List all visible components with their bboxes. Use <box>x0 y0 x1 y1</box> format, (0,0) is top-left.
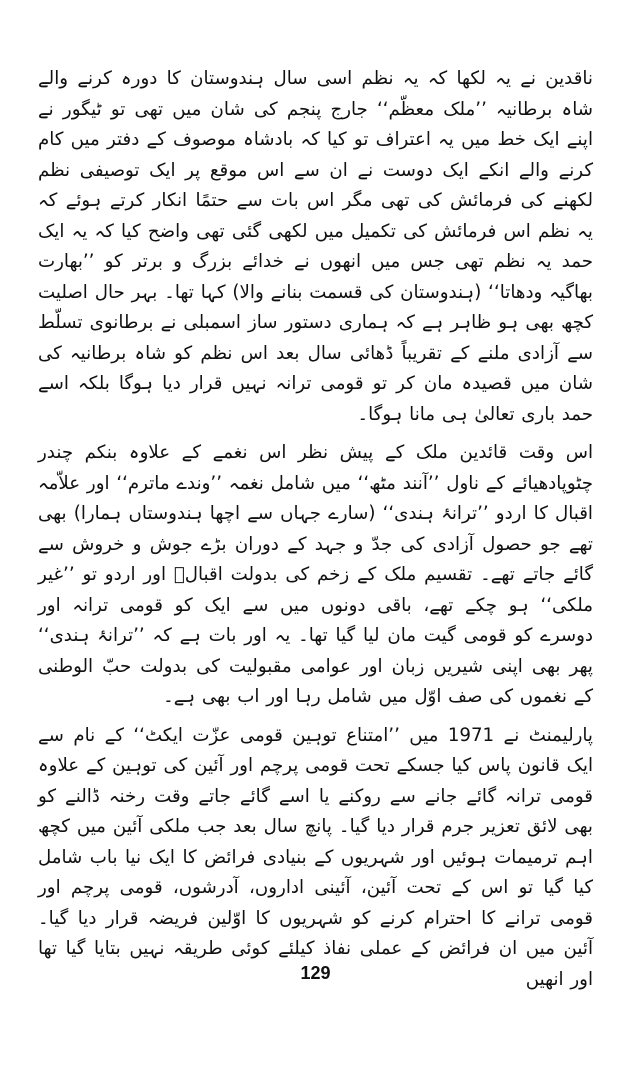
page-body-text <box>38 64 593 995</box>
page-number: 129 <box>300 963 331 983</box>
paragraph-1: ناقدین نے یہ لکھا کہ یہ نظم اسی سال ہندوستان کا دورہ کرنے والے شاہ برطانیہ ’’ملک معظّم‘‘ جارج پنجم کی شان میں تھی تو ٹیگور نے اپنے ایک خط میں یہ اعتراف تو کیا کہ بادشاہ موصوف کے دفتر میں کام کرنے والے انکے ایک دوست نے ان سے اس موقع پر ایک توصیفی نظم لکھنے کی فرمائش کی تھی مگر اس بات سے حتمًا انکار کرتے ہوئے کہ یہ نظم اس فرمائش کی تکمیل میں لکھی گئی تھی واضح کیا کہ یہ ایک حمد یہ نظم تھی جس میں انھوں نے خدائے بزرگ و برتر کو ’’بھارت بھاگیہ ودھاتا‘‘ (ہندوستان کی قسمت بنانے والا) کہا تھا۔ بہر حال اصلیت کچھ بھی ہو ظاہر ہے کہ ہماری دستور ساز اسمبلی نے برطانوی تسلّط سے آزادی ملنے کے تقریباً ڈھائی سال بعد اس نظم کو شاہ برطانیہ کی شان میں قصیدہ مان کر تو قومی ترانہ نہیں قرار دیا ہوگا بلکہ اسے حمد باری تعالیٰ ہی مانا ہوگا۔ <box>38 68 593 425</box>
paragraph-2: اس وقت قائدین ملک کے پیش نظر اس نغمے کے علاوہ بنکم چندر چٹوپادھیائے کے ناول ’’آنند مٹھ‘‘ میں شامل نغمہ ’’وندے ماترم‘‘ اور علاّمہ اقبال کا اردو ’’ترانۂ ہندی‘‘ (سارے جہاں سے اچھا ہندوستاں ہمارا) بھی تھے جو حصول آزادی کی جدّ و جہد کے دوران بڑے جوش و خروش سے گائے جاتے تھے۔ تقسیم ملک کے زخم کی بدولت اقبالؔ اور اردو تو ’’غیر ملکی‘‘ ہو چکے تھے، باقی دونوں میں سے ایک کو قومی ترانہ اور دوسرے کو قومی گیت مان لیا گیا تھا۔ یہ اور بات ہے کہ ’’ترانۂ ہندی‘‘ پھر بھی اپنی شیریں زبان اور عوامی مقبولیت کی بدولت حبّ الوطنی کے نغموں کی صف اوّل میں شامل رہا اور اب بھی ہے۔ <box>38 442 593 707</box>
paragraph-3: پارلیمنٹ نے 1971 میں ’’امتناع توہین قومی عزّت ایکٹ‘‘ کے نام سے ایک قانون پاس کیا جسکے تحت قومی پرچم اور آئین کی توہین کے علاوہ قومی ترانہ گائے جانے سے روکنے یا اسے گائے جاتے وقت رخنہ ڈالنے کو بھی لائق تعزیر جرم قرار دیا گیا۔ پانچ سال بعد جب ملکی آئین میں کچھ اہم ترمیمات ہوئیں اور شہریوں کے بنیادی فرائض کا ایک نیا باب شامل کیا گیا تو اس کے تحت آئین، آئینی اداروں، آدرشوں، قومی پرچم اور قومی ترانے کا احترام کرنے کو شہریوں کا اوّلین فریضہ قرار دیا گیا۔ آئین میں ان فرائض کے عملی نفاذ کیلئے کوئی طریقہ نہیں بتایا گیا تھا اور انھیں <box>38 724 593 990</box>
